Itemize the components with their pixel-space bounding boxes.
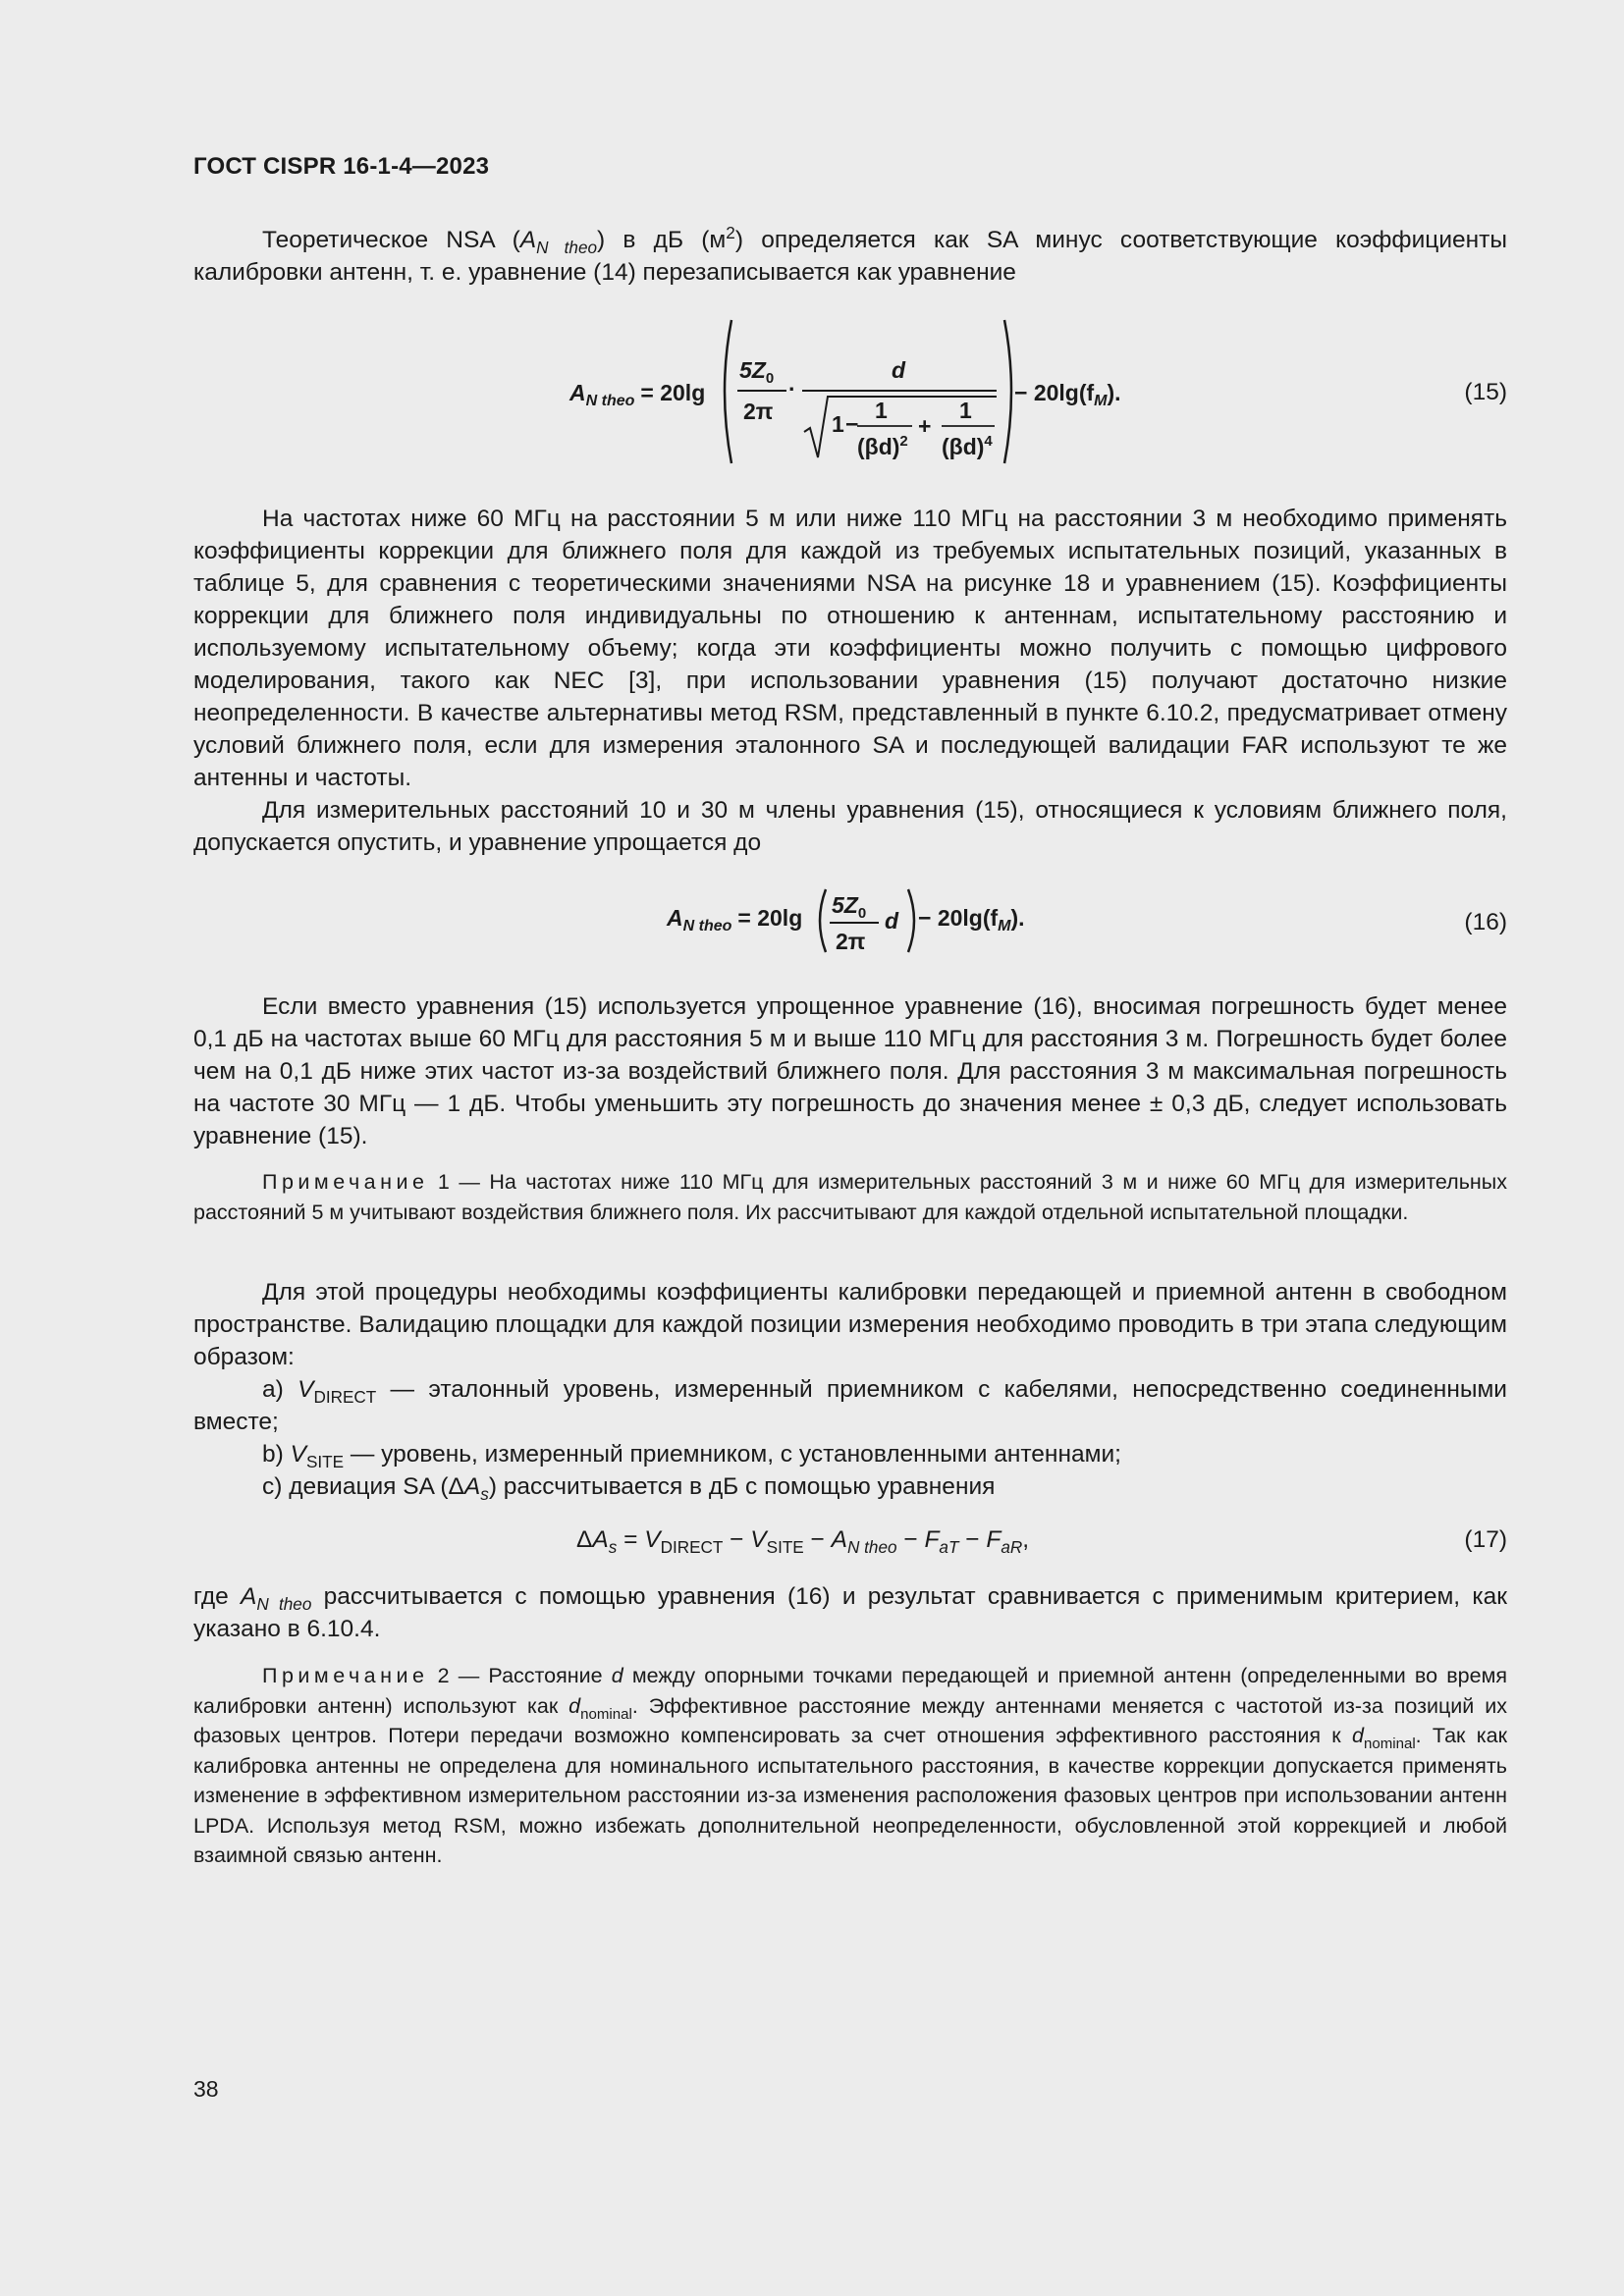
equation-17-number: (17) bbox=[1464, 1526, 1507, 1553]
document-header: ГОСТ CISPR 16-1-4—2023 bbox=[193, 153, 490, 180]
where-paragraph: где $A_{N theo}$ рассчитывается с помощью уравнения (16) и результат сравнивается с применимым критерием, как указано в 6.10.4. bbox=[193, 1583, 1507, 1642]
svg-text:− 20lg(fM).: − $20\lg(f_M)$. bbox=[1014, 380, 1121, 409]
equation-15 bbox=[193, 314, 1507, 471]
note-1-label: Примечание bbox=[262, 1170, 429, 1194]
list-item-a: a) $V_{DIRECT}$ — эталонный уровень, измеренный приемником с кабелями, непосредственно соединенными вместе; bbox=[193, 1376, 1507, 1435]
equation-16-formula bbox=[193, 881, 1507, 960]
svg-text:2π: 2π bbox=[743, 399, 774, 424]
svg-text:d: d bbox=[892, 357, 906, 383]
svg-text:d: d bbox=[885, 908, 899, 934]
svg-text:(βd)4: $(\beta d)^4$ bbox=[942, 433, 993, 459]
svg-text:2π: 2π bbox=[836, 929, 866, 954]
simplification-paragraph: Для измерительных расстояний 10 и 30 м члены уравнения (15), относящиеся к условиям ближнего поля, допускается опустить, и уравнение упрощается до bbox=[193, 797, 1507, 856]
svg-text:−: − bbox=[845, 411, 859, 437]
intro-paragraph: Теоретическое NSA $(A_{N theo})$ в дБ $(м^2)$ определяется как SA минус соответствующие коэффициенты калибровки антенн, т. е. уравнение (14) перезаписывается как уравнение bbox=[193, 223, 1507, 286]
svg-text:1: 1 bbox=[832, 411, 844, 437]
equation-17 bbox=[193, 1526, 1507, 1566]
svg-text:(βd)2: $(\beta d)^2$ bbox=[857, 433, 908, 459]
equation-16 bbox=[193, 881, 1507, 960]
list-item-b: b) $V_{SITE}$ — уровень, измеренный приемником, с установленными антеннами; bbox=[262, 1441, 1121, 1471]
svg-text:AN theo= 20lg: $A_{N theo} = 20\lg$ bbox=[667, 905, 803, 934]
svg-text:1: 1 bbox=[875, 398, 888, 423]
svg-text:+: + bbox=[918, 413, 932, 439]
svg-text:− 20lg(fM).: − $20\lg(f_M)$. bbox=[918, 905, 1025, 934]
svg-text:·: · bbox=[788, 376, 796, 401]
svg-text:5Z0: $5Z_0$ bbox=[739, 357, 775, 387]
equation-15-formula bbox=[193, 314, 1507, 471]
equation-15-number: (15) bbox=[1464, 379, 1507, 405]
page-number: 38 bbox=[193, 2076, 219, 2102]
svg-text:5Z0: $5Z_0$ bbox=[832, 892, 867, 922]
near-field-paragraph: На частотах ниже 60 МГц на расстоянии 5 м или ниже 110 МГц на расстоянии 3 м необходимо применять коэффициенты коррекции для ближнего поля для каждой из требуемых испытательных позиций, указанных в таблице 5, для сравнения с теоретическими значениями NSA на рисунке 18 и уравнением (15). Коэффициенты коррекции для ближнего поля индивидуальны по отношению к антеннам, испытательному расстоянию и используемому испытательному объему; когда эти коэффициенты можно получить с помощью цифрового моделирования, такого как NEC [3], при использовании уравнения (15) получают достаточно низкие неопределенности. В качестве альтернативы метод RSM, представленный в пункте 6.10.2, предусматривает отмену условий ближнего поля, если для измерения эталонного SA и последующей валидации FAR используют те же антенны и частоты. Для измерительных расстояний 10 и 30 м члены уравнения (15), относящиеся к условиям ближнего поля, допускается опустить, и уравнение упрощается до bbox=[193, 503, 1507, 859]
svg-text:AN theo= 20lg: $A_{N theo} = 20\lg$ bbox=[569, 380, 706, 409]
list-item-c: c) девиация SA $(\Delta A_s)$ рассчитывается в дБ с помощью уравнения bbox=[262, 1473, 996, 1504]
equation-16-number: (16) bbox=[1464, 909, 1507, 935]
error-paragraph: Если вместо уравнения (15) используется упрощенное уравнение (16), вносимая погрешность будет менее 0,1 дБ на частотах выше 60 МГц для расстояния 5 м и выше 110 МГц для расстояния 3 м. Погрешность будет более чем на 0,1 дБ ниже этих частот из-за воздействий ближнего поля. Для расстояния 3 м максимальная погрешность на частоте 30 МГц — 1 дБ. Чтобы уменьшить эту погрешность до значения менее ± 0,3 дБ, следует использовать уравнение (15). bbox=[193, 993, 1507, 1149]
svg-text:1: 1 bbox=[959, 398, 972, 423]
procedure-paragraph: Для этой процедуры необходимы коэффициенты калибровки передающей и приемной антенн в свободном пространстве. Валидацию площадки для каждой позиции измерения необходимо проводить в три этапа следующим образом: a) $V_{DIRECT}$ — эталонный уровень, измеренный приемником с кабелями, непосредственно соединенными вместе; b) $V_{SITE}$ — уровень, измеренный приемником, с установленными антеннами; c) девиация SA $(\Delta A_s)$ рассчитывается в дБ с помощью уравнения bbox=[193, 1279, 1507, 1504]
note-2-label: Примечание bbox=[262, 1664, 429, 1687]
note-2: Примечание 2 — Расстояние d между опорными точками передающей и приемной антенн (определенными во время калибровки антенн) используют как $d_{nominal}$. Эффективное расстояние между антеннами меняется с частотой из-за позиций их фазовых центров. Потери передачи возможно компенсировать за счет отношения эффективного расстояния к $d_{nominal}$. Так как калибровка антенны не определена для номинального испытательного расстояния, в качестве коррекции допускается применять изменение в эффективном измерительном расстоянии из-за изменения расположения фазовых центров при использовании антенн LPDA. Используя метод RSM, можно избежать дополнительной неопределенности, обусловленной этой коррекцией и любой взаимной связью антенн. bbox=[193, 1664, 1508, 1867]
equation-17-formula: $\Delta A_s = V_{DIRECT} - V_{SITE} - A_{N theo} - F_{aT} - F_{aR}$, bbox=[576, 1526, 1030, 1557]
note-1: Примечание 1 — На частотах ниже 110 МГц для измерительных расстояний 3 м и ниже 60 МГц для измерительных расстояний 5 м учитывают воздействия ближнего поля. Их рассчитывают для каждой отдельной испытательной площадки. bbox=[193, 1170, 1507, 1224]
